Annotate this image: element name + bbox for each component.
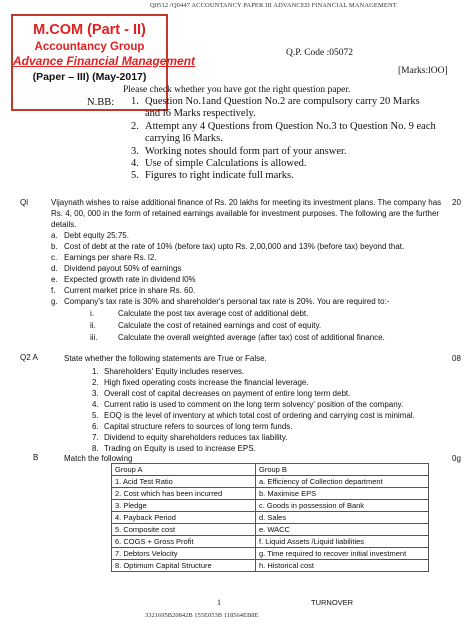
table-header-row: [112, 464, 429, 476]
subpart-text: Calculate the cost of retained earnings and cost of equity.: [118, 321, 322, 330]
group-b-cell: d. Sales: [256, 512, 429, 524]
group-a-cell: 6. COGS + Gross Profit: [112, 536, 256, 548]
group-a-cell: 2. Cost which has been incurred: [112, 488, 256, 500]
statement-text: EOQ is the level of inventory at which total cost of ordering and carrying cost is minimal.: [104, 411, 415, 420]
statement-number: 2.: [92, 378, 99, 387]
question-number: Q2 A: [20, 353, 38, 362]
detail-label: a.: [51, 231, 58, 240]
table-row: [112, 560, 429, 572]
table-row: [112, 548, 429, 560]
statement-text: Capital structure refers to sources of long term funds.: [104, 422, 293, 431]
statement-number: 4.: [92, 400, 99, 409]
instruction-item: 3. Working notes should form part of your answer.: [131, 146, 347, 157]
statement-number: 5.: [92, 411, 99, 420]
group-b-cell: c. Goods in possession of Bank: [256, 500, 429, 512]
group-title: Accountancy Group: [34, 41, 145, 53]
question-marks: 08: [452, 354, 461, 363]
group-b-cell: e. WACC: [256, 524, 429, 536]
group-a-cell: 1. Acid Test Ratio: [112, 476, 256, 488]
statement-number: 7.: [92, 433, 99, 442]
subject-title: Advance Financial Management: [13, 54, 196, 68]
statement-number: 6.: [92, 422, 99, 431]
paper-session: (Paper – III) (May-2017): [32, 71, 147, 83]
subpart-text: Calculate the post tax average cost of additional debt.: [118, 309, 309, 318]
group-b-header: Group B: [256, 464, 429, 476]
group-a-cell: 5. Composite cost: [112, 524, 256, 536]
turn-over-label: TURNOVER: [311, 598, 354, 607]
statement-text: Overall cost of capital decreases on payment of entire long term debt.: [104, 389, 351, 398]
course-title: M.COM (Part - II): [33, 22, 146, 38]
statement-text: Shareholders' Equity includes reserves.: [104, 367, 245, 376]
question-prompt: Match the following: [64, 454, 133, 463]
paper-code: 3321695B20842B 155E053B 118564EB8E: [145, 612, 259, 619]
statement-text: High fixed operating costs increase the financial leverage.: [104, 378, 309, 387]
qp-code: Q.P. Code :05072: [286, 48, 354, 58]
question-prompt: State whether the following statements are True or False.: [64, 354, 267, 363]
subpart-label: ii.: [90, 321, 96, 330]
group-b-cell: a. Efficiency of Collection department: [256, 476, 429, 488]
page-number: 1: [217, 598, 221, 607]
question-marks: 0g: [452, 454, 461, 463]
instruction-item: 4. Use of simple Calculations is allowed.: [131, 158, 307, 169]
group-a-cell: 8. Optimum Capital Structure: [112, 560, 256, 572]
question-intro: Vijaynath wishes to raise additional finance of Rs. 20 lakhs for meeting its investment plans. The company has Rs. 4, 00, 000 in the form of retained earnings available for investment purposes. The following are the further details.: [51, 198, 442, 229]
question-number: Ql: [20, 198, 28, 207]
detail-label: d.: [51, 264, 58, 273]
table-row: [112, 524, 429, 536]
table-row: [112, 488, 429, 500]
table-row: [112, 500, 429, 512]
group-b-cell: g. Time required to recover initial investment: [256, 548, 429, 560]
group-b-cell: h. Historical cost: [256, 560, 429, 572]
detail-label: c.: [51, 253, 58, 262]
table-row: [112, 476, 429, 488]
subpart-text: Calculate the overall weighted average (after tax) cost of additional finance.: [118, 333, 385, 342]
table-row: [112, 512, 429, 524]
match-table: [111, 463, 429, 572]
statement-number: 8.: [92, 444, 99, 453]
statement-text: Dividend to equity shareholders reduces tax liability.: [104, 433, 288, 442]
group-b-cell: f. Liquid Assets /Liquid liabilities: [256, 536, 429, 548]
instruction-item: 5. Figures to right indicate full marks.: [131, 170, 294, 181]
detail-label: e.: [51, 275, 58, 284]
detail-text: Expected growth rate in dividend l0%: [64, 275, 196, 284]
group-a-cell: 7. Debtors Velocity: [112, 548, 256, 560]
group-a-header: Group A: [112, 464, 256, 476]
table-row: [112, 536, 429, 548]
question-marks: 20: [452, 198, 461, 207]
instructions-label: N.BB:: [87, 97, 115, 108]
group-b-cell: b. Maximise EPS: [256, 488, 429, 500]
total-marks: [Marks:lOO]: [398, 66, 448, 76]
instruction-item: 2. Attempt any 4 Questions from Question No.3 to Question No. 9 each carrying l6 Marks.: [131, 121, 436, 144]
group-a-cell: 3. Pledge: [112, 500, 256, 512]
detail-label: g.: [51, 297, 58, 306]
detail-text: Dividend payout 50% of earnings: [64, 264, 182, 273]
group-a-cell: 4. Payback Period: [112, 512, 256, 524]
statement-number: 3.: [92, 389, 99, 398]
subpart-label: iii.: [90, 333, 98, 342]
subpart-label: i.: [90, 309, 94, 318]
detail-text: Current market price in share Rs. 60.: [64, 286, 196, 295]
statement-text: Trading on Equity is used to increase EPS.: [104, 444, 256, 453]
top-header-line: Q0512 /Q0447 ACCOUNTANCY PAPER III ADVANCED FINANCIAL MANAGEMENT: [150, 2, 397, 9]
instruction-item: 1. Question No.1and Question No.2 are compulsory carry 20 Marks and l6 Marks respectively.: [131, 96, 420, 119]
detail-text: Debt equity 25:75.: [64, 231, 129, 240]
detail-text: Cost of debt at the rate of 10% (before tax) upto Rs. 2,00,000 and 13% (before tax) beyond that.: [64, 242, 405, 251]
detail-text: Company's tax rate is 30% and shareholder's personal tax rate is 20%. You are required to:-: [64, 297, 390, 306]
statement-number: 1.: [92, 367, 99, 376]
question-number: B: [33, 453, 39, 462]
statement-text: Current ratio is used to comment on the long term solvency' position of the company.: [104, 400, 404, 409]
detail-label: b.: [51, 242, 58, 251]
detail-text: Earnings per share Rs. l2.: [64, 253, 157, 262]
detail-label: f.: [51, 286, 56, 295]
check-paper-note: Please check whether you have got the right question paper.: [123, 85, 351, 95]
